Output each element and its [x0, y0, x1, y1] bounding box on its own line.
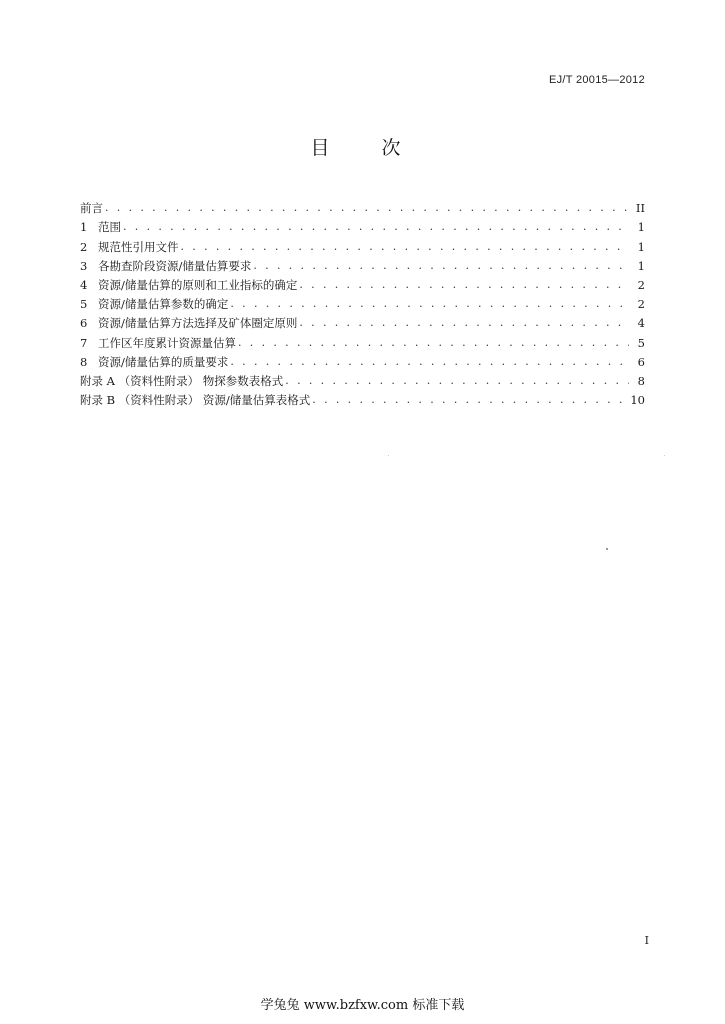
toc-entry-label: 附录 B （资料性附录） 资源/储量估算表格式 — [80, 393, 311, 408]
toc-entry-number: 5 — [80, 297, 88, 312]
scan-speck — [664, 455, 665, 456]
toc-entry-7[interactable] — [80, 330, 645, 349]
toc-entry-page: 1 — [637, 239, 645, 254]
toc-entry-page: II — [635, 201, 645, 216]
toc-entry-appendix-b[interactable] — [80, 388, 645, 407]
scan-speck — [388, 455, 389, 456]
toc-entry-page: 2 — [637, 277, 645, 292]
toc-entry-number: 4 — [80, 277, 88, 292]
scan-speck — [606, 548, 608, 550]
toc-entry-label: 前言 — [80, 201, 103, 216]
toc-entry-number: 8 — [80, 354, 88, 369]
toc-entry-2[interactable] — [80, 234, 645, 253]
dot-leader — [299, 316, 629, 330]
toc-entry-number: 6 — [80, 316, 88, 331]
toc-title: 目 次 — [310, 137, 415, 159]
toc-entry-number: 3 — [80, 258, 88, 273]
toc-entry-label: 2 规范性引用文件 — [80, 239, 179, 254]
toc-entry-number: 7 — [80, 335, 88, 350]
dot-leader — [312, 393, 626, 407]
dot-leader — [285, 374, 629, 388]
dot-leader — [181, 240, 630, 254]
dot-leader — [123, 220, 629, 234]
toc-entry-1[interactable] — [80, 215, 645, 234]
toc-entry-6[interactable] — [80, 311, 645, 330]
toc-entry-label: 5 资源/储量估算参数的确定 — [80, 297, 229, 312]
page-number: I — [644, 934, 649, 947]
dot-leader — [299, 278, 629, 292]
toc-entry-4[interactable] — [80, 273, 645, 292]
toc-entry-label: 1 范围 — [80, 220, 121, 235]
toc-entry-label: 8 资源/储量估算的质量要求 — [80, 354, 229, 369]
dot-leader — [253, 259, 629, 273]
toc-entry-page: 6 — [637, 354, 645, 369]
dot-leader — [238, 336, 629, 350]
toc-entry-page: 1 — [637, 220, 645, 235]
dot-leader — [230, 297, 629, 311]
toc-entry-number: 2 — [80, 239, 88, 254]
toc-entry-label: 7 工作区年度累计资源量估算 — [80, 335, 236, 350]
toc-entry-5[interactable] — [80, 292, 645, 311]
toc-entry-label: 附录 A （资料性附录） 物探参数表格式 — [80, 373, 284, 388]
toc-entry-appendix-a[interactable] — [80, 369, 645, 388]
footer-watermark: 学兔兔 www.bzfxw.com 标准下载 — [260, 998, 465, 1013]
toc-entry-page: 4 — [637, 316, 645, 331]
toc-entry-page: 10 — [630, 393, 645, 408]
dot-leader — [105, 201, 629, 215]
toc-entry-page: 1 — [637, 258, 645, 273]
toc-entry-label: 4 资源/储量估算的原则和工业指标的确定 — [80, 277, 298, 292]
toc-entry-foreword[interactable] — [80, 196, 645, 215]
toc-entry-8[interactable] — [80, 350, 645, 369]
standard-code: EJ/T 20015—2012 — [548, 74, 645, 86]
toc-entry-number: 1 — [80, 220, 88, 235]
toc-entry-page: 8 — [637, 373, 645, 388]
dot-leader — [230, 355, 629, 369]
toc-entry-label: 6 资源/储量估算方法选择及矿体圈定原则 — [80, 316, 298, 331]
toc-entry-page: 2 — [637, 297, 645, 312]
toc-entry-3[interactable] — [80, 254, 645, 273]
toc-entry-label: 3 各勘查阶段资源/储量估算要求 — [80, 258, 252, 273]
table-of-contents — [80, 196, 645, 407]
toc-entry-page: 5 — [637, 335, 645, 350]
